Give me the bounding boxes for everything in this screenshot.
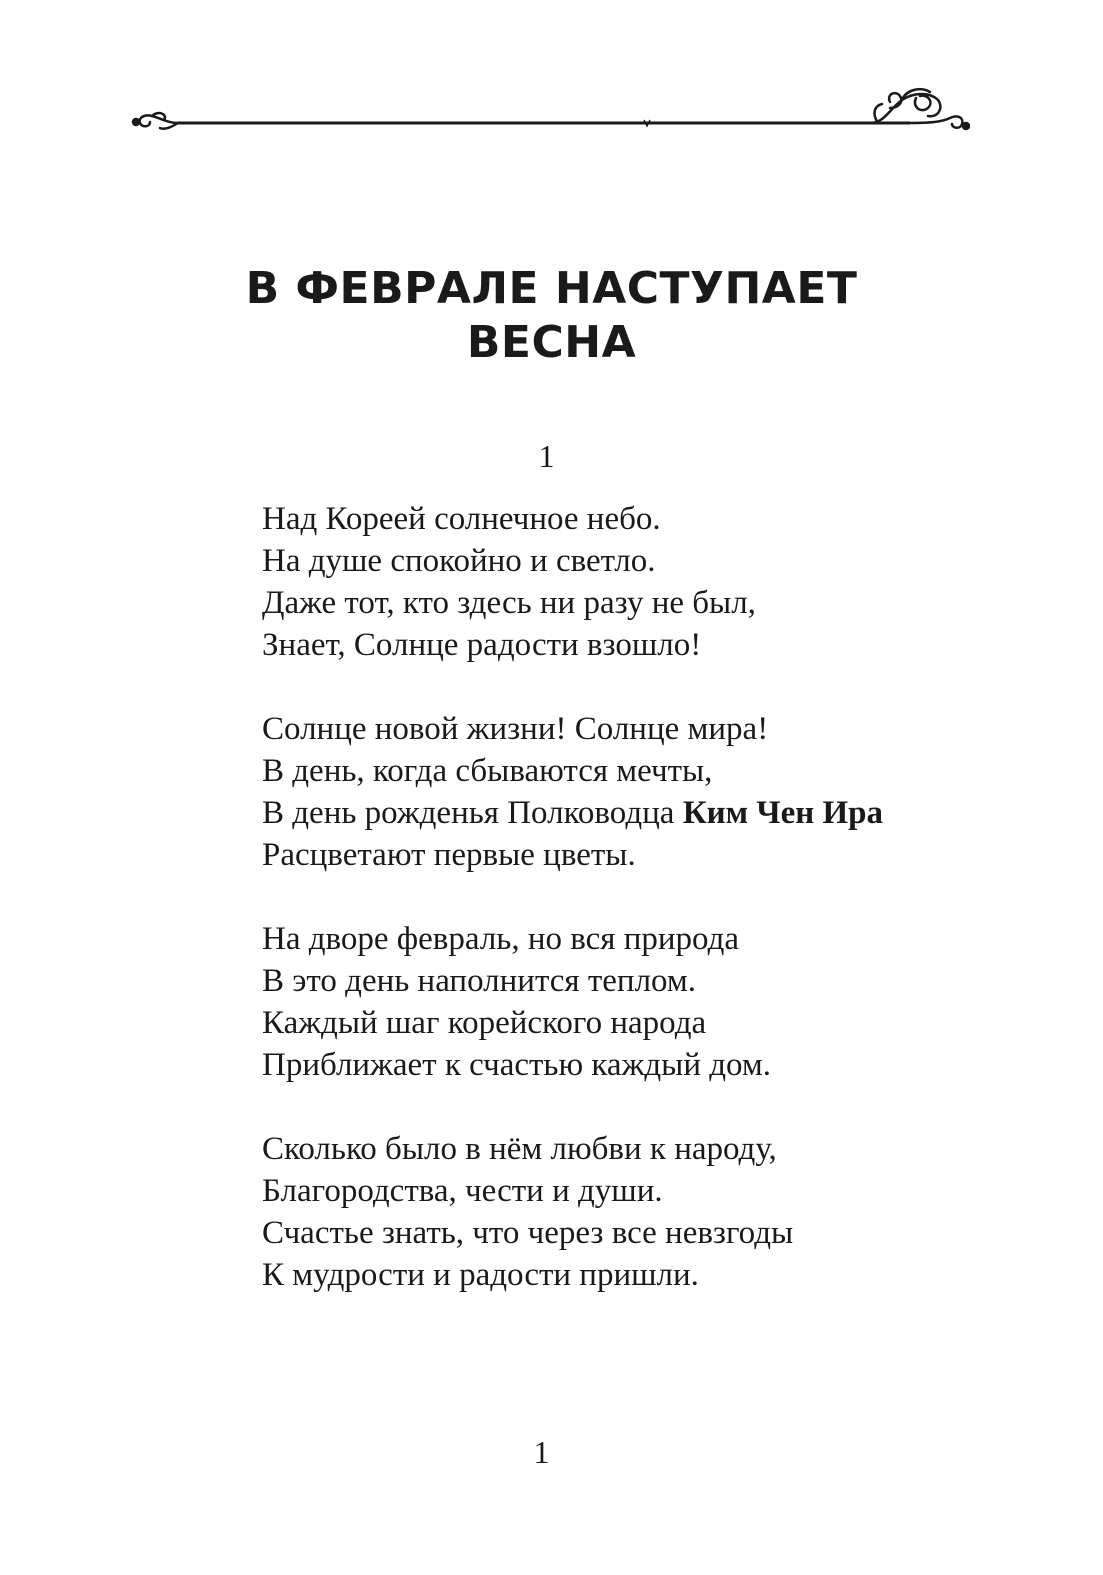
- page-number: 1: [533, 1434, 550, 1470]
- section-number: 1: [538, 438, 555, 474]
- verse-line: Благородства, чести и души.: [262, 1173, 663, 1209]
- verse-line: Приближает к счастью каждый дом.: [262, 1047, 772, 1083]
- stanza-1: [262, 498, 1042, 666]
- header-ornament: [130, 78, 970, 138]
- verse-line: Над Кореей солнечное небо.: [262, 501, 661, 537]
- stanza-2: [262, 708, 1042, 876]
- verse-line: Каждый шаг корейского народа: [262, 1005, 707, 1041]
- stanza-4: [262, 1128, 1042, 1296]
- verse-line: На дворе февраль, но вся природа: [262, 921, 740, 957]
- poem-body: [262, 498, 1042, 1338]
- verse-line: К мудрости и радости пришли.: [262, 1257, 699, 1293]
- verse-line: Счастье знать, что через все невзгоды: [262, 1215, 794, 1251]
- verse-line: Расцветают первые цветы.: [262, 837, 636, 873]
- verse-line: Сколько было в нём любви к народу,: [262, 1131, 777, 1167]
- verse-line-text: В день рожденья Полководца: [262, 795, 683, 831]
- verse-line: Солнце новой жизни! Солнце мира!: [262, 711, 769, 747]
- verse-line: Даже тот, кто здесь ни разу не был,: [262, 585, 756, 621]
- left-swirl-ornament: [133, 113, 178, 129]
- poem-title-line-1: В ФЕВРАЛЕ НАСТУПАЕТ: [245, 263, 858, 314]
- stanza-3: [262, 918, 1042, 1086]
- poem-title-line-2: ВЕСНА: [466, 317, 637, 368]
- verse-line: В это день наполнится теплом.: [262, 963, 697, 999]
- verse-line-with-name: [262, 792, 1042, 834]
- bold-leader-name: Ким Чен Ира: [682, 795, 884, 831]
- verse-line: В день, когда сбываются мечты,: [262, 753, 713, 789]
- verse-line: На душе спокойно и светло.: [262, 543, 656, 579]
- verse-line: Знает, Солнце радости взошло!: [262, 627, 702, 663]
